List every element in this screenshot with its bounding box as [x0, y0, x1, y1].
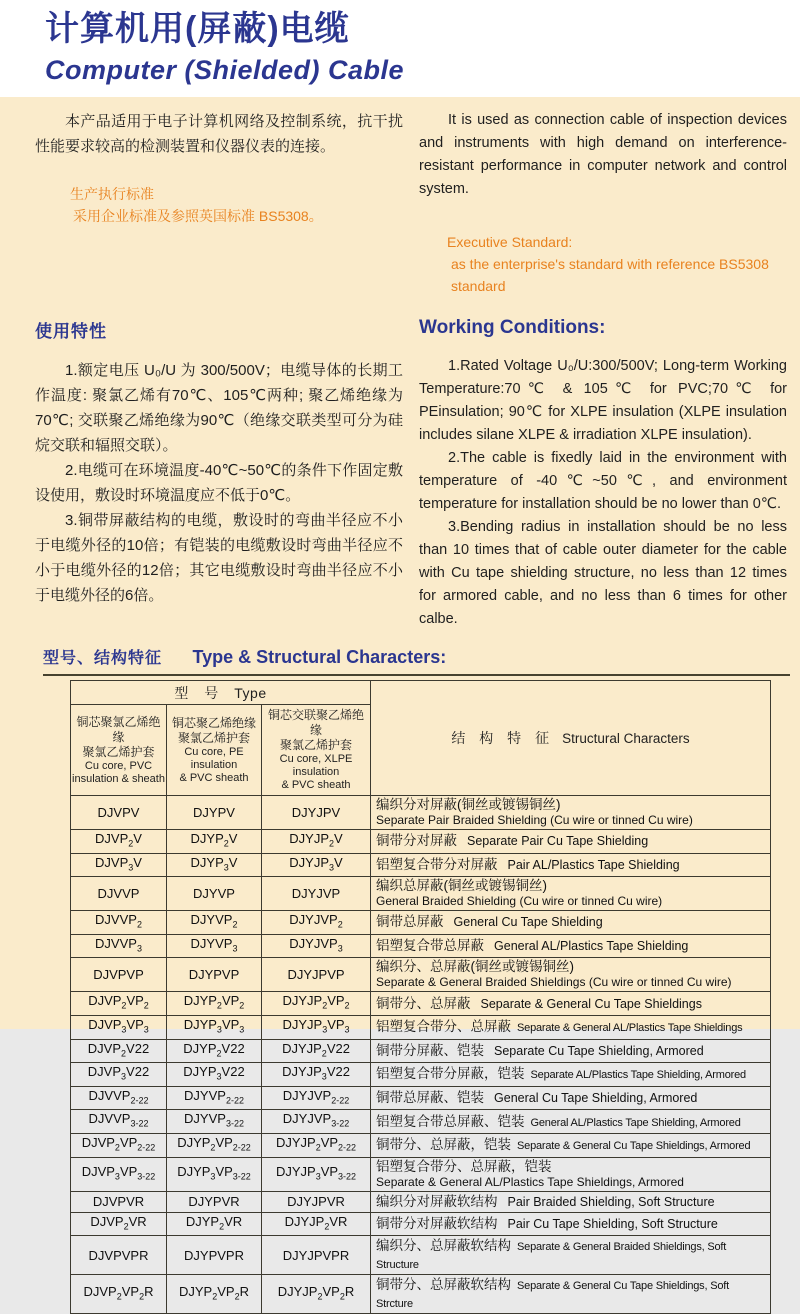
table-row [71, 830, 771, 854]
table-row [71, 934, 771, 958]
type-code: DJYJPVP [262, 958, 371, 992]
standard-title-en: Executive Standard: [447, 234, 573, 250]
standard-body-en: as the enterprise's standard with reference BS5308 standard [451, 256, 769, 294]
type-code: DJVPV [71, 796, 167, 830]
type-code: $DJYP_2V$ [167, 830, 262, 854]
page-header [0, 0, 800, 97]
structural-character: 铜带分对屏蔽 Separate Pair Cu Tape Shielding [371, 830, 771, 854]
intro-column-en [419, 109, 787, 297]
standard-block-en [419, 231, 787, 297]
page-title-en: Computer (Shielded) Cable [45, 55, 405, 85]
features-body-en [419, 355, 787, 631]
type-code: $DJYP_3VP_{3-22}$ [167, 1157, 262, 1191]
type-code: DJYJPVR [262, 1191, 371, 1212]
structural-character: 铜带总屏蔽 General Cu Tape Shielding [371, 911, 771, 935]
type-code: $DJVP_2V22$ [71, 1039, 167, 1063]
structural-character: 铝塑复合带分、总屏蔽，铠装 Separate & General AL/Plastics Tape Shieldings, Armored [371, 1157, 771, 1191]
table-row [71, 1063, 771, 1087]
structural-character: 编织分、总屏蔽软结构 Separate & General Braided Shieldings, Soft Structure [371, 1236, 771, 1275]
feature-item-zh-1: 1.额定电压 U₀/U 为 300/500V；电缆导体的长期工作温度: 聚氯乙烯有70℃、105℃两种; 聚乙烯绝缘为70℃; 交联聚乙烯绝缘为90℃（绝缘交联类型可分为硅烷交联和辐照交联）。 [35, 362, 403, 454]
type-code: $DJYJP_3V22$ [262, 1063, 371, 1087]
table-row [71, 992, 771, 1016]
structural-character: 铜带分屏蔽、铠装 Separate Cu Tape Shielding, Armored [371, 1039, 771, 1063]
type-header-row [71, 681, 771, 705]
type-code: DJYJVP [262, 877, 371, 911]
struct-header-zh: 结 构 特 征 [451, 730, 555, 746]
type-code: $DJYJVP_{3-22}$ [262, 1110, 371, 1134]
insulation-column-header: 铜芯聚氯乙烯绝缘 聚氯乙烯护套 Cu core, PVC insulation & sheath [71, 705, 167, 796]
intro-paragraph-zh: 本产品适用于电子计算机网络及控制系统，抗干扰性能要求较高的检测装置和仪器仪表的连接。 [35, 113, 403, 155]
type-code: $DJYJP_2VR$ [262, 1212, 371, 1236]
type-code: DJYPVP [167, 958, 262, 992]
table-row [71, 958, 771, 992]
structural-character: 铝塑复合带总屏蔽、铠装 General AL/Plastics Tape Shielding, Armored [371, 1110, 771, 1134]
type-code: DJVPVP [71, 958, 167, 992]
feature-item-en-2: 2.The cable is fixedly laid in the environment with temperature of -40℃~50℃, and environment temperature for installation should be no lower than 0℃. [419, 450, 787, 512]
page-title-zh: 计算机用(屏蔽)电缆 [45, 10, 350, 48]
type-code: DJVPVPR [71, 1236, 167, 1275]
type-code: $DJYJP_2VP_2$ [262, 992, 371, 1016]
type-code: $DJYP_3V22$ [167, 1063, 262, 1087]
feature-item-zh-3: 3.铜带屏蔽结构的电缆，敷设时的弯曲半径应不小于电缆外径的10倍；有铠装的电缆敷设时弯曲半径应不小于电缆外径的12倍；其它电缆敷设时弯曲半径应不小于电缆外径的6倍。 [35, 512, 403, 604]
type-code: $DJYVP_{3-22}$ [167, 1110, 262, 1134]
standard-body-zh: 采用企业标准及参照英国标准 BS5308。 [73, 208, 323, 224]
standard-block-zh [35, 183, 403, 227]
structural-character: 编织分、总屏蔽(铜丝或镀锡铜丝) Separate & General Braided Shieldings (Cu wire or tinned Cu wire) [371, 958, 771, 992]
table-heading-en: Type & Structural Characters: [192, 647, 447, 667]
type-code: DJYPV [167, 796, 262, 830]
features-body-zh [35, 358, 403, 608]
type-header-en: Type [234, 685, 267, 701]
type-code: $DJVP_2VP_{2-22}$ [71, 1133, 167, 1157]
table-row [71, 1015, 771, 1039]
table-row [71, 877, 771, 911]
type-code: DJYJPV [262, 796, 371, 830]
type-code: $DJYJVP_3$ [262, 934, 371, 958]
features-heading-zh: 使用特性 [35, 322, 107, 341]
table-row [71, 1236, 771, 1275]
type-code: $DJYVP_3$ [167, 934, 262, 958]
type-code: $DJVVP_{2-22}$ [71, 1086, 167, 1110]
type-code: $DJYJP_3V$ [262, 853, 371, 877]
type-code: $DJVP_3VP_{3-22}$ [71, 1157, 167, 1191]
table-row [71, 1086, 771, 1110]
struct-column-header [371, 681, 771, 796]
type-code: $DJYP_2VP_{2-22}$ [167, 1133, 262, 1157]
intro-paragraph-en: It is used as connection cable of inspection devices and instruments with high demand on interference-resistant performance in computer network and control system. [419, 112, 787, 197]
type-code: $DJYJP_3VP_{3-22}$ [262, 1157, 371, 1191]
intro-section [35, 109, 790, 297]
type-code: $DJYVP_{2-22}$ [167, 1086, 262, 1110]
table-row [71, 1039, 771, 1063]
page-body [0, 97, 800, 1311]
intro-column-zh [35, 109, 403, 297]
structural-character: 铜带分、总屏蔽软结构 Separate & General Cu Tape Shieldings, Soft Strcture [371, 1275, 771, 1314]
type-code: $DJYVP_2$ [167, 911, 262, 935]
features-column-zh [35, 317, 403, 631]
type-code: DJYVP [167, 877, 262, 911]
structural-character: 铜带总屏蔽、铠装 General Cu Tape Shielding, Armored [371, 1086, 771, 1110]
insulation-column-header: 铜芯聚乙烯绝缘 聚氯乙烯护套 Cu core, PE insulation & PVC sheath [167, 705, 262, 796]
structural-character: 铝塑复合带分、总屏蔽 Separate & General AL/Plastics Tape Shieldings [371, 1015, 771, 1039]
type-table-head [71, 681, 771, 796]
table-row [71, 1157, 771, 1191]
type-code: $DJVP_2V$ [71, 830, 167, 854]
type-code: $DJYP_2VP_2R$ [167, 1275, 262, 1314]
type-code: $DJYJVP_2$ [262, 911, 371, 935]
structural-character: 铜带分对屏蔽软结构 Pair Cu Tape Shielding, Soft Structure [371, 1212, 771, 1236]
type-code: DJYJPVPR [262, 1236, 371, 1275]
type-code: $DJYP_3V$ [167, 853, 262, 877]
feature-item-zh-2: 2.电缆可在环境温度-40℃~50℃的条件下作固定敷设使用，敷设时环境温度应不低于0℃。 [35, 462, 403, 504]
type-table-body [71, 796, 771, 1314]
type-code: $DJVP_3VP_3$ [71, 1015, 167, 1039]
structural-character: 编织分对屏蔽软结构 Pair Braided Shielding, Soft Structure [371, 1191, 771, 1212]
features-section [35, 317, 790, 631]
table-row [71, 796, 771, 830]
working-conditions-heading: Working Conditions: [419, 317, 606, 338]
type-code: $DJVP_2VR$ [71, 1212, 167, 1236]
structural-character: 铜带分、总屏蔽，铠装 Separate & General Cu Tape Shieldings, Armored [371, 1133, 771, 1157]
type-code: $DJVVP_2$ [71, 911, 167, 935]
table-row [71, 1212, 771, 1236]
type-code: DJYPVPR [167, 1236, 262, 1275]
type-code: $DJYJP_2V22$ [262, 1039, 371, 1063]
type-code: $DJVP_3V22$ [71, 1063, 167, 1087]
type-code: $DJVP_3V$ [71, 853, 167, 877]
structural-character: 编织分对屏蔽(铜丝或镀锡铜丝) Separate Pair Braided Shielding (Cu wire or tinned Cu wire) [371, 796, 771, 830]
type-code: $DJYJP_2VP_2R$ [262, 1275, 371, 1314]
type-column-group-header [71, 681, 371, 705]
structural-character: 铝塑复合带分屏蔽，铠装 Separate AL/Plastics Tape Shielding, Armored [371, 1063, 771, 1087]
type-header-zh: 型 号 [174, 685, 225, 701]
type-code: $DJYJP_2VP_{2-22}$ [262, 1133, 371, 1157]
type-code: $DJVVP_3$ [71, 934, 167, 958]
type-code: $DJVP_2VP_2R$ [71, 1275, 167, 1314]
structural-character: 编织总屏蔽(铜丝或镀锡铜丝) General Braided Shielding (Cu wire or tinned Cu wire) [371, 877, 771, 911]
type-code: $DJYJP_2V$ [262, 830, 371, 854]
type-code: DJVPVR [71, 1191, 167, 1212]
structural-character: 铜带分、总屏蔽 Separate & General Cu Tape Shieldings [371, 992, 771, 1016]
table-section-heading [43, 645, 790, 676]
table-row [71, 911, 771, 935]
features-column-en [419, 317, 787, 631]
feature-item-en-3: 3.Bending radius in installation should be no less than 10 times that of cable outer diameter for the cable with Cu tape shielding structure, no less than 12 times for armored cable, and no less than 6 times for other calbe. [419, 519, 787, 627]
type-code: $DJYP_3VP_3$ [167, 1015, 262, 1039]
type-code: $DJYJP_3VP_3$ [262, 1015, 371, 1039]
type-code: DJYPVR [167, 1191, 262, 1212]
table-heading-zh: 型号、结构特征 [43, 650, 163, 667]
type-code: $DJVP_2VP_2$ [71, 992, 167, 1016]
table-row [71, 853, 771, 877]
type-code: $DJYP_2V22$ [167, 1039, 262, 1063]
insulation-column-header: 铜芯交联聚乙烯绝缘 聚氯乙烯护套 Cu core, XLPE insulation & PVC sheath [262, 705, 371, 796]
struct-header-en: Structural Characters [562, 731, 690, 746]
type-table [70, 680, 771, 1314]
standard-title-zh: 生产执行标准 [70, 186, 154, 202]
structural-character: 铝塑复合带总屏蔽 General AL/Plastics Tape Shielding [371, 934, 771, 958]
type-code: $DJYP_2VR$ [167, 1212, 262, 1236]
table-row [71, 1191, 771, 1212]
type-code: $DJVVP_{3-22}$ [71, 1110, 167, 1134]
table-row [71, 1133, 771, 1157]
table-row [71, 1110, 771, 1134]
table-row [71, 1275, 771, 1314]
structural-character: 铝塑复合带分对屏蔽 Pair AL/Plastics Tape Shielding [371, 853, 771, 877]
type-code: $DJYJVP_{2-22}$ [262, 1086, 371, 1110]
type-code: $DJYP_2VP_2$ [167, 992, 262, 1016]
type-code: DJVVP [71, 877, 167, 911]
feature-item-en-1: 1.Rated Voltage U₀/U:300/500V; Long-term Working Temperature:70℃ & 105℃ for PVC;70℃ for PEinsulation; 90℃ for XLPE insulation (XLPE insulation includes silane XLPE & irradiation XLPE insulation). [419, 358, 787, 443]
